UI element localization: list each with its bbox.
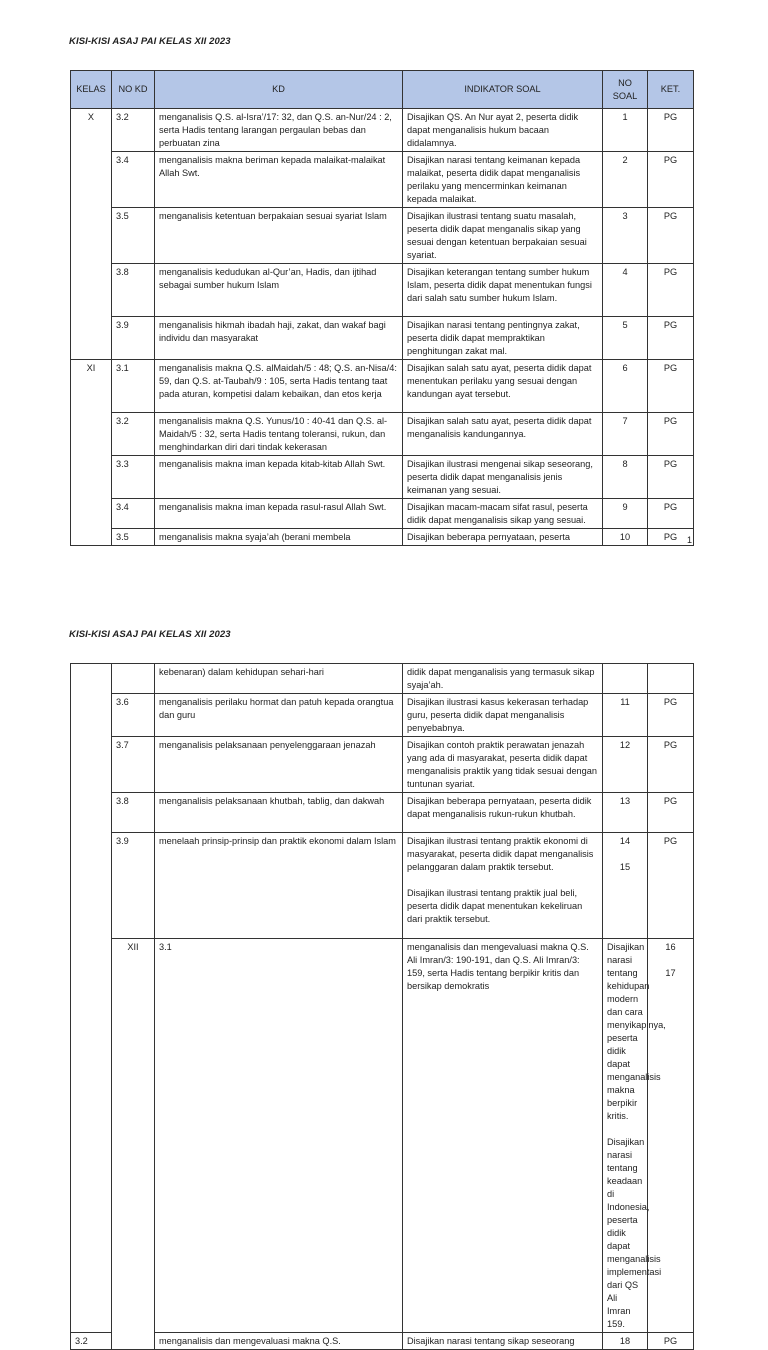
no-kd-cell: 3.7 — [112, 737, 155, 793]
kd-cell: menganalisis perilaku hormat dan patuh kepada orangtua dan guru — [155, 694, 403, 737]
ket-cell: PG — [648, 152, 694, 208]
no-kd-cell: 3.6 — [112, 694, 155, 737]
kd-cell: menganalisis makna iman kepada rasul-rasul Allah Swt. — [155, 499, 403, 529]
no-soal-cell: 7 — [603, 413, 648, 456]
no-kd-cell: 3.4 — [112, 499, 155, 529]
indikator-cell: Disajikan keterangan tentang sumber hukum Islam, peserta didik dapat menentukan fungsi dari salah satu sumber hukum Islam. — [403, 264, 603, 317]
table-row — [71, 413, 694, 456]
no-soal-cell: 18 — [603, 1333, 648, 1350]
no-soal-cell: 5 — [603, 317, 648, 360]
header-no-kd: NO KD — [112, 71, 155, 109]
no-kd-cell: 3.2 — [112, 109, 155, 152]
no-kd-cell: 3.9 — [112, 317, 155, 360]
table-body-page-2 — [71, 664, 694, 1350]
table-row — [71, 317, 694, 360]
ket-cell: PG — [648, 317, 694, 360]
kd-cell: menganalisis dan mengevaluasi makna Q.S. — [155, 1333, 403, 1350]
no-soal-cell: 4 — [603, 264, 648, 317]
document-title-page-2: KISI-KISI ASAJ PAI KELAS XII 2023 — [69, 629, 231, 640]
indikator-cell: Disajikan macam-macam sifat rasul, peserta didik dapat menganalisis sikap yang sesuai. — [403, 499, 603, 529]
ket-cell: PG — [648, 529, 694, 546]
no-kd-cell: 3.2 — [112, 413, 155, 456]
indikator-cell: Disajikan contoh praktik perawatan jenazah yang ada di masyarakat, peserta didik dapat menganalisis praktik yang tidak sesuai dengan tuntunan syariat. — [403, 737, 603, 793]
no-soal-cell: 12 — [603, 737, 648, 793]
header-no-soal: NO SOAL — [603, 71, 648, 109]
indikator-cell: Disajikan salah satu ayat, peserta didik dapat menentukan perilaku yang sesuai dengan kandungan ayat tersebut. — [403, 360, 603, 413]
kd-cell: menganalisis Q.S. al-Isra’/17: 32, dan Q.S. an-Nur/24 : 2, serta Hadis tentang larangan pergaulan bebas dan perbuatan zina — [155, 109, 403, 152]
table-row — [71, 1333, 694, 1350]
ket-cell: PG — [648, 833, 694, 939]
page-break — [0, 570, 768, 600]
table-header-row — [71, 71, 694, 109]
no-kd-cell: 3.8 — [112, 264, 155, 317]
no-kd-cell — [112, 664, 155, 694]
indikator-cell: Disajikan ilustrasi tentang praktik ekonomi di masyarakat, peserta didik dapat menganalisis pelanggaran dalam praktik tersebut. Disajikan ilustrasi tentang praktik jual beli, peserta didik dapat menentukan kekeliruan dari praktik tersebut. — [403, 833, 603, 939]
indikator-cell: Disajikan narasi tentang keimanan kepada malaikat, peserta didik dapat menganalisis perilaku yang mencerminkan keimanan kepada malaikat. — [403, 152, 603, 208]
no-soal-cell: 9 — [603, 499, 648, 529]
no-soal-cell: 8 — [603, 456, 648, 499]
table-row — [71, 737, 694, 793]
no-soal-cell — [603, 664, 648, 694]
no-kd-cell: 3.5 — [112, 529, 155, 546]
kd-cell: menganalisis dan mengevaluasi makna Q.S. Ali Imran/3: 190-191, dan Q.S. Ali Imran/3: 159, serta Hadis tentang berpikir kritis dan bersikap demokratis — [403, 939, 603, 1333]
kd-cell: menganalisis hikmah ibadah haji, zakat, dan wakaf bagi individu dan masyarakat — [155, 317, 403, 360]
table-row — [71, 152, 694, 208]
table-row — [71, 529, 694, 546]
indikator-cell: Disajikan ilustrasi mengenai sikap seseorang, peserta didik dapat menganalisis jenis keimanan yang sesuai. — [403, 456, 603, 499]
kd-cell: menganalisis pelaksanaan khutbah, tablig, dan dakwah — [155, 793, 403, 833]
ket-cell: PG — [648, 360, 694, 413]
no-soal-cell: 14 15 — [603, 833, 648, 939]
no-kd-cell: 3.3 — [112, 456, 155, 499]
header-indikator-soal: INDIKATOR SOAL — [403, 71, 603, 109]
ket-cell: PG — [648, 109, 694, 152]
kd-cell: menganalisis ketentuan berpakaian sesuai syariat Islam — [155, 208, 403, 264]
kelas-cell — [71, 664, 112, 1333]
kd-cell: menganalisis makna beriman kepada malaikat-malaikat Allah Swt. — [155, 152, 403, 208]
table-row — [71, 939, 694, 1333]
ket-cell: PG — [648, 499, 694, 529]
indikator-cell: Disajikan salah satu ayat, peserta didik dapat menganalisis kandungannya. — [403, 413, 603, 456]
no-soal-cell: 13 — [603, 793, 648, 833]
no-kd-cell: 3.4 — [112, 152, 155, 208]
ket-cell: PG — [648, 793, 694, 833]
indikator-cell: Disajikan narasi tentang kehidupan modern dan cara menyikapinya, peserta didik dapat menganalisis makna berpikir kritis. Disajikan narasi tentang keadaan di Indonesia, peserta didik dapat menganalisis implementasi dari QS Ali Imran 159. — [603, 939, 648, 1333]
table-row — [71, 833, 694, 939]
ket-cell: PG — [648, 737, 694, 793]
no-soal-cell: 10 — [603, 529, 648, 546]
no-kd-cell: 3.1 — [155, 939, 403, 1333]
ket-cell — [648, 664, 694, 694]
indikator-cell: Disajikan ilustrasi kasus kekerasan terhadap guru, peserta didik dapat menganalisis penyebabnya. — [403, 694, 603, 737]
kisi-kisi-table-page-1 — [70, 70, 694, 546]
no-soal-cell: 3 — [603, 208, 648, 264]
kd-cell: kebenaran) dalam kehidupan sehari-hari — [155, 664, 403, 694]
table-row — [71, 208, 694, 264]
indikator-cell: Disajikan ilustrasi tentang suatu masalah, peserta didik dapat menganalis sikap yang sesuai dengan ketentuan berpakaian sesuai syariat. — [403, 208, 603, 264]
no-kd-cell: 3.1 — [112, 360, 155, 413]
no-soal-cell: 11 — [603, 694, 648, 737]
indikator-cell: Disajikan beberapa pernyataan, peserta didik dapat menganalisis rukun-rukun khutbah. — [403, 793, 603, 833]
no-kd-cell: 3.8 — [112, 793, 155, 833]
kd-cell: menganalisis makna syaja’ah (berani membela — [155, 529, 403, 546]
ket-cell: PG — [648, 694, 694, 737]
no-kd-cell: 3.9 — [112, 833, 155, 939]
no-kd-cell: 3.5 — [112, 208, 155, 264]
kd-cell: menganalisis makna Q.S. Yunus/10 : 40-41 dan Q.S. al-Maidah/5 : 32, serta Hadis tentang toleransi, rukun, dan menghindarkan diri dari tindak kekerasan — [155, 413, 403, 456]
kd-cell: menganalisis makna iman kepada kitab-kitab Allah Swt. — [155, 456, 403, 499]
header-kd: KD — [155, 71, 403, 109]
table-row — [71, 793, 694, 833]
kelas-cell: X — [71, 109, 112, 360]
table-row — [71, 456, 694, 499]
kisi-kisi-table-page-2 — [70, 663, 694, 1350]
ket-cell: PG — [648, 413, 694, 456]
no-kd-cell: 3.2 — [71, 1333, 112, 1350]
kd-cell: menelaah prinsip-prinsip dan praktik ekonomi dalam Islam — [155, 833, 403, 939]
indikator-cell: Disajikan beberapa pernyataan, peserta — [403, 529, 603, 546]
table-row — [71, 264, 694, 317]
kd-cell: menganalisis pelaksanaan penyelenggaraan jenazah — [155, 737, 403, 793]
no-soal-cell: 1 — [603, 109, 648, 152]
table-row — [71, 499, 694, 529]
ket-cell: PG — [648, 1333, 694, 1350]
no-soal-cell: 6 — [603, 360, 648, 413]
table-row — [71, 664, 694, 694]
table-row — [71, 109, 694, 152]
ket-cell: PG — [648, 208, 694, 264]
page-number: 1 — [686, 535, 692, 545]
indikator-cell: Disajikan narasi tentang pentingnya zakat, peserta didik dapat mempraktikan penghitungan zakat mal. — [403, 317, 603, 360]
header-ket: KET. — [648, 71, 694, 109]
table-row — [71, 360, 694, 413]
document-title: KISI-KISI ASAJ PAI KELAS XII 2023 — [69, 36, 231, 47]
kelas-cell: XII — [112, 939, 155, 1350]
indikator-cell: Disajikan QS. An Nur ayat 2, peserta didik dapat menganalisis hukum bacaan didalamnya. — [403, 109, 603, 152]
header-kelas: KELAS — [71, 71, 112, 109]
kd-cell: menganalisis makna Q.S. alMaidah/5 : 48; Q.S. an-Nisa/4: 59, dan Q.S. at-Taubah/9 : 105, serta Hadis tentang taat pada aturan, kompetisi dalam kebaikan, dan etos kerja — [155, 360, 403, 413]
kelas-cell: XI — [71, 360, 112, 546]
ket-cell: PG — [648, 456, 694, 499]
ket-cell: PG — [648, 264, 694, 317]
indikator-cell: Disajikan narasi tentang sikap seseorang — [403, 1333, 603, 1350]
no-soal-cell: 16 17 — [648, 939, 694, 1333]
table-row — [71, 694, 694, 737]
no-soal-cell: 2 — [603, 152, 648, 208]
kd-cell: menganalisis kedudukan al-Qur’an, Hadis, dan ijtihad sebagai sumber hukum Islam — [155, 264, 403, 317]
table-body-page-1 — [71, 109, 694, 546]
indikator-cell: didik dapat menganalisis yang termasuk sikap syaja’ah. — [403, 664, 603, 694]
